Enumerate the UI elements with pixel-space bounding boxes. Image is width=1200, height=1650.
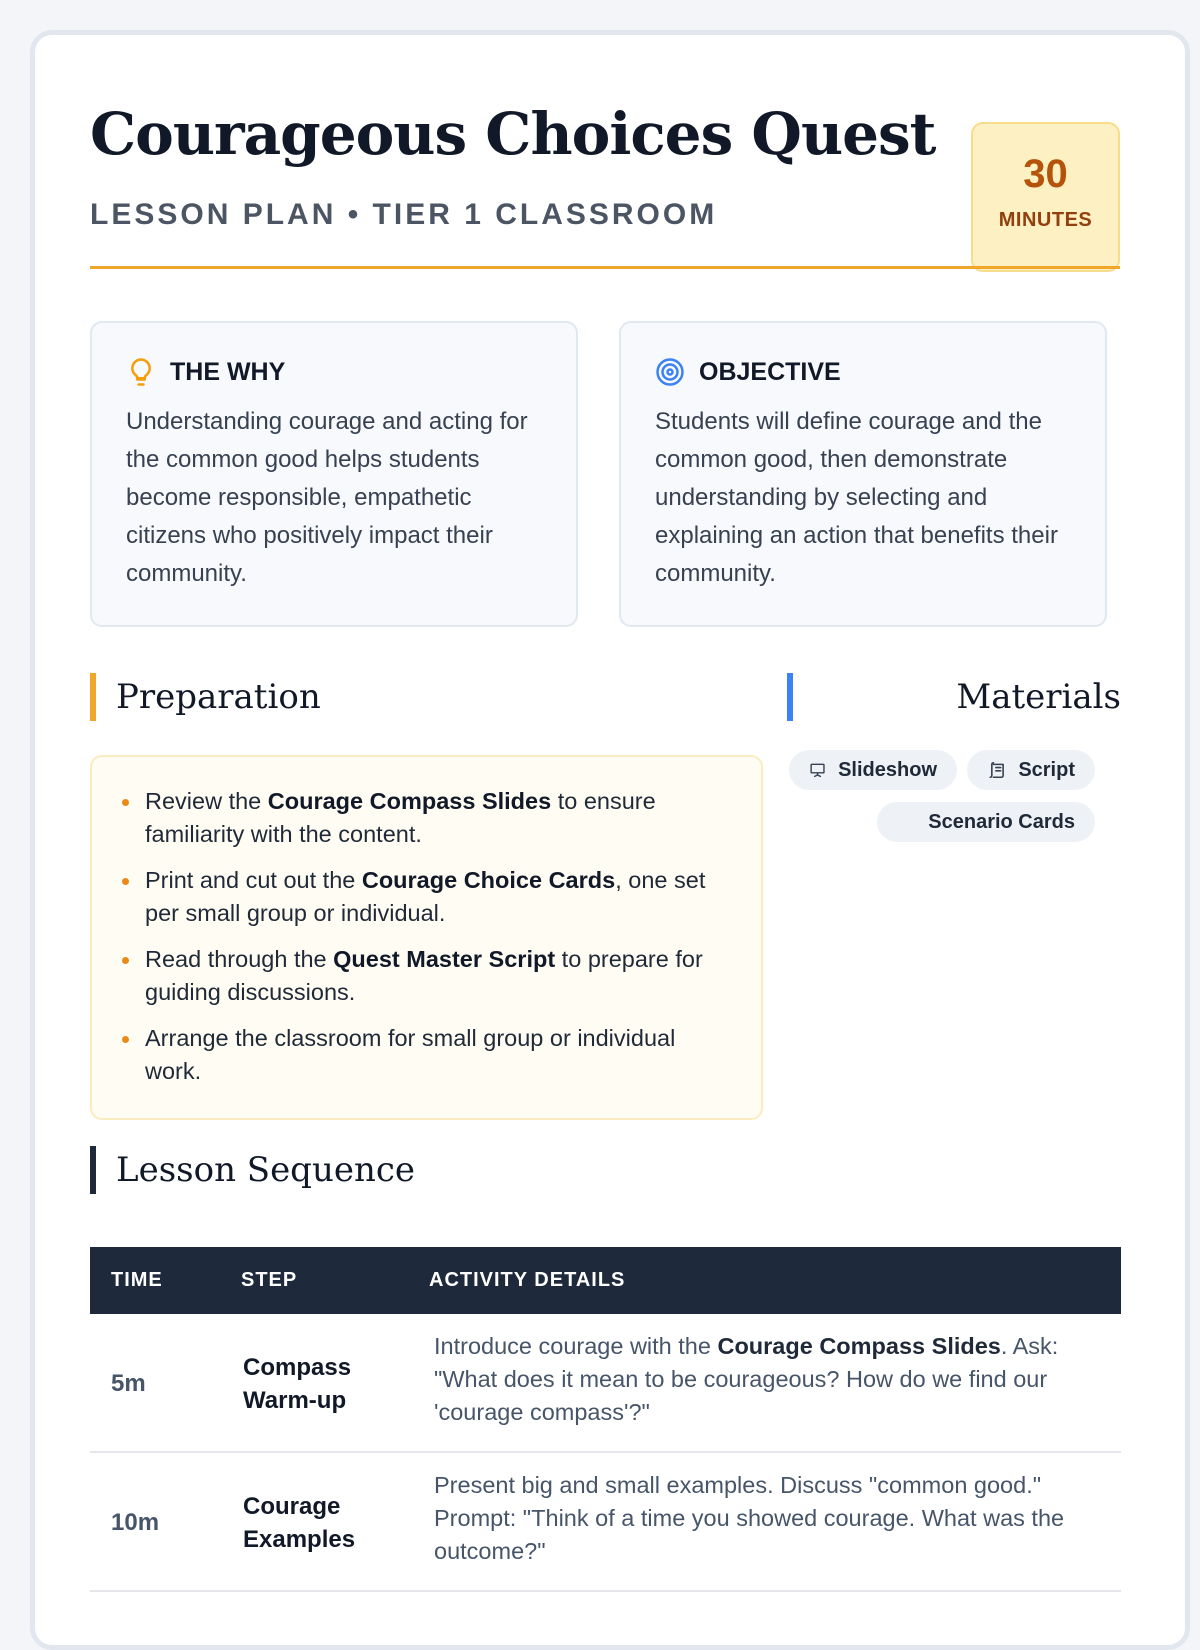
preparation-list	[122, 785, 722, 1101]
row-time: 10m	[111, 1508, 160, 1536]
column-header-details: ACTIVITY DETAILS	[429, 1269, 626, 1291]
duration-badge	[971, 122, 1120, 272]
table-row	[90, 1314, 1121, 1453]
target-icon	[655, 357, 685, 387]
sequence-accent-bar	[90, 1146, 96, 1194]
table-header	[90, 1247, 1121, 1314]
row-time: 5m	[111, 1369, 146, 1397]
objective-heading-row	[655, 357, 841, 387]
why-text: Understanding courage and acting for the common good helps students become responsible, empathetic citizens who positively impact their community.	[126, 408, 528, 587]
why-box	[90, 321, 578, 627]
objective-text: Students will define courage and the common good, then demonstrate understanding by selecting and explaining an action that benefits their community.	[655, 408, 1058, 587]
objective-box	[619, 321, 1107, 627]
material-label: Scenario Cards	[928, 810, 1075, 833]
duration-value: 30	[1023, 152, 1068, 196]
table-row	[90, 1453, 1121, 1592]
why-heading-row	[126, 357, 285, 387]
material-chip-slideshow[interactable]	[789, 750, 957, 790]
material-label: Script	[1018, 758, 1075, 781]
preparation-box	[90, 755, 763, 1120]
scroll-icon	[987, 760, 1006, 780]
material-chip-scenario-cards[interactable]	[877, 802, 1095, 842]
page-title: Courageous Choices Quest	[90, 100, 936, 168]
row-step: Courage Examples	[243, 1492, 356, 1553]
row-details: Present big and small examples. Discuss "common good." Prompt: "Think of a time you showed courage. What was the outcome?"	[434, 1472, 1065, 1564]
lightbulb-icon	[126, 357, 156, 387]
materials-accent-bar	[787, 673, 793, 721]
column-header-step: STEP	[241, 1269, 298, 1291]
lesson-plan-card	[30, 30, 1190, 1650]
column-header-time: TIME	[111, 1269, 163, 1291]
list-item: Arrange the classroom for small group or individual work.	[122, 1022, 722, 1088]
list-item: Print and cut out the Courage Choice Cards, one set per small group or individual.	[122, 864, 722, 930]
materials-heading-text: Materials	[956, 677, 1121, 717]
row-step: Compass Warm-up	[243, 1353, 352, 1414]
header	[90, 90, 1120, 240]
preparation-heading-text: Preparation	[116, 677, 321, 717]
list-item: Review the Courage Compass Slides to ensure familiarity with the content.	[122, 785, 722, 851]
sequence-heading	[90, 1146, 590, 1194]
row-details: Introduce courage with the Courage Compass Slides. Ask: "What does it mean to be courageous? How do we find our 'courage compass'?"	[434, 1333, 1059, 1425]
header-divider	[90, 266, 1120, 269]
objective-heading: OBJECTIVE	[699, 357, 841, 386]
list-item: Read through the Quest Master Script to prepare for guiding discussions.	[122, 943, 722, 1009]
materials-heading	[787, 673, 1121, 721]
lesson-sequence-table	[90, 1247, 1121, 1592]
material-chip-script[interactable]	[967, 750, 1095, 790]
why-heading: THE WHY	[170, 357, 286, 386]
material-label: Slideshow	[838, 758, 937, 781]
preparation-heading	[90, 673, 490, 721]
presentation-icon	[809, 760, 826, 780]
sequence-heading-text: Lesson Sequence	[116, 1150, 416, 1190]
duration-unit: MINUTES	[998, 209, 1093, 231]
page-subtitle: LESSON PLAN • TIER 1 CLASSROOM	[90, 198, 718, 231]
preparation-accent-bar	[90, 673, 96, 721]
